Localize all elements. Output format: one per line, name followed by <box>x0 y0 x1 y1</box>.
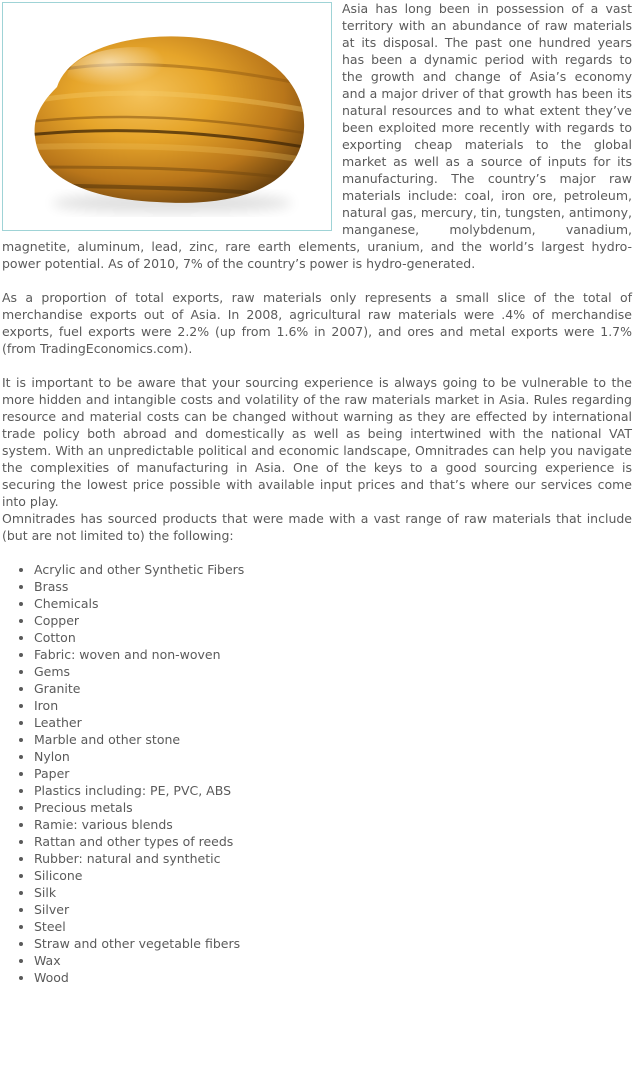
list-item: • Straw and other vegetable fibers <box>34 935 632 952</box>
sourcing-paragraph: It is important to be aware that your sourcing experience is always going to be vulnerable to the more hidden and intangible costs and volatility of the raw materials market in Asia. Rules regarding resource and material costs can be changed without warning as they are effected by international trade policy both abroad and domestically as well as being intertwined with the national VAT system. With an unpredictable political and economic landscape, Omnitrades can help you navigate the complexities of manufacturing in Asia. One of the keys to a good sourcing experience is securing the lowest price possible with available input prices and that’s where our services come into play. <box>2 375 632 509</box>
list-item: • Wood <box>34 969 632 986</box>
list-item: • Copper <box>34 612 632 629</box>
list-item: • Nylon <box>34 748 632 765</box>
list-item: • Silicone <box>34 867 632 884</box>
list-item: • Chemicals <box>34 595 632 612</box>
stone-image <box>2 2 332 231</box>
list-item: • Fabric: woven and non-woven <box>34 646 632 663</box>
list-item: • Granite <box>34 680 632 697</box>
materials-list <box>2 561 632 986</box>
exports-paragraph: As a proportion of total exports, raw materials only represents a small slice of the total of merchandise exports out of Asia. In 2008, agricultural raw materials were .4% of merchandise exports, fuel exports were 2.2% (up from 1.6% in 2007), and ores and metal exports were 1.7% (from TradingEconomics.com). <box>2 290 632 356</box>
list-item: • Silk <box>34 884 632 901</box>
list-item: • Brass <box>34 578 632 595</box>
list-item: • Leather <box>34 714 632 731</box>
intro-paragraph: Asia has long been in possession of a vast territory with an abundance of raw materials at its disposal. The past one hundred years has been a dynamic period with regards to the growth and change of Asia’s economy and a major driver of that growth has been its natural resources and to what extent they’ve been exploited more recently with regards to exporting cheap materials to the global market as well as a source of inputs for its manufacturing. The country’s major raw materials include: coal, iron ore, petroleum, natural gas, mercury, tin, tungsten, antimony, manganese, molybdenum, vanadium, magnetite, aluminum, lead, zinc, rare earth elements, uranium, and the world’s largest hydro-power potential. As of 2010, 7% of the country’s power is hydro-generated. <box>2 1 632 271</box>
tigers-eye-stone-icon <box>17 17 317 217</box>
list-item: • Ramie: various blends <box>34 816 632 833</box>
list-item: • Precious metals <box>34 799 632 816</box>
sourced-intro-paragraph: Omnitrades has sourced products that were made with a vast range of raw materials that include (but are not limited to) the following: <box>2 511 632 543</box>
list-item: • Iron <box>34 697 632 714</box>
list-item: • Rubber: natural and synthetic <box>34 850 632 867</box>
list-item: • Gems <box>34 663 632 680</box>
list-item: • Rattan and other types of reeds <box>34 833 632 850</box>
list-item: • Silver <box>34 901 632 918</box>
list-item: • Steel <box>34 918 632 935</box>
list-item: • Cotton <box>34 629 632 646</box>
list-item: • Paper <box>34 765 632 782</box>
list-item: • Plastics including: PE, PVC, ABS <box>34 782 632 799</box>
list-item: • Wax <box>34 952 632 969</box>
list-item: • Acrylic and other Synthetic Fibers <box>34 561 632 578</box>
list-item: • Marble and other stone <box>34 731 632 748</box>
